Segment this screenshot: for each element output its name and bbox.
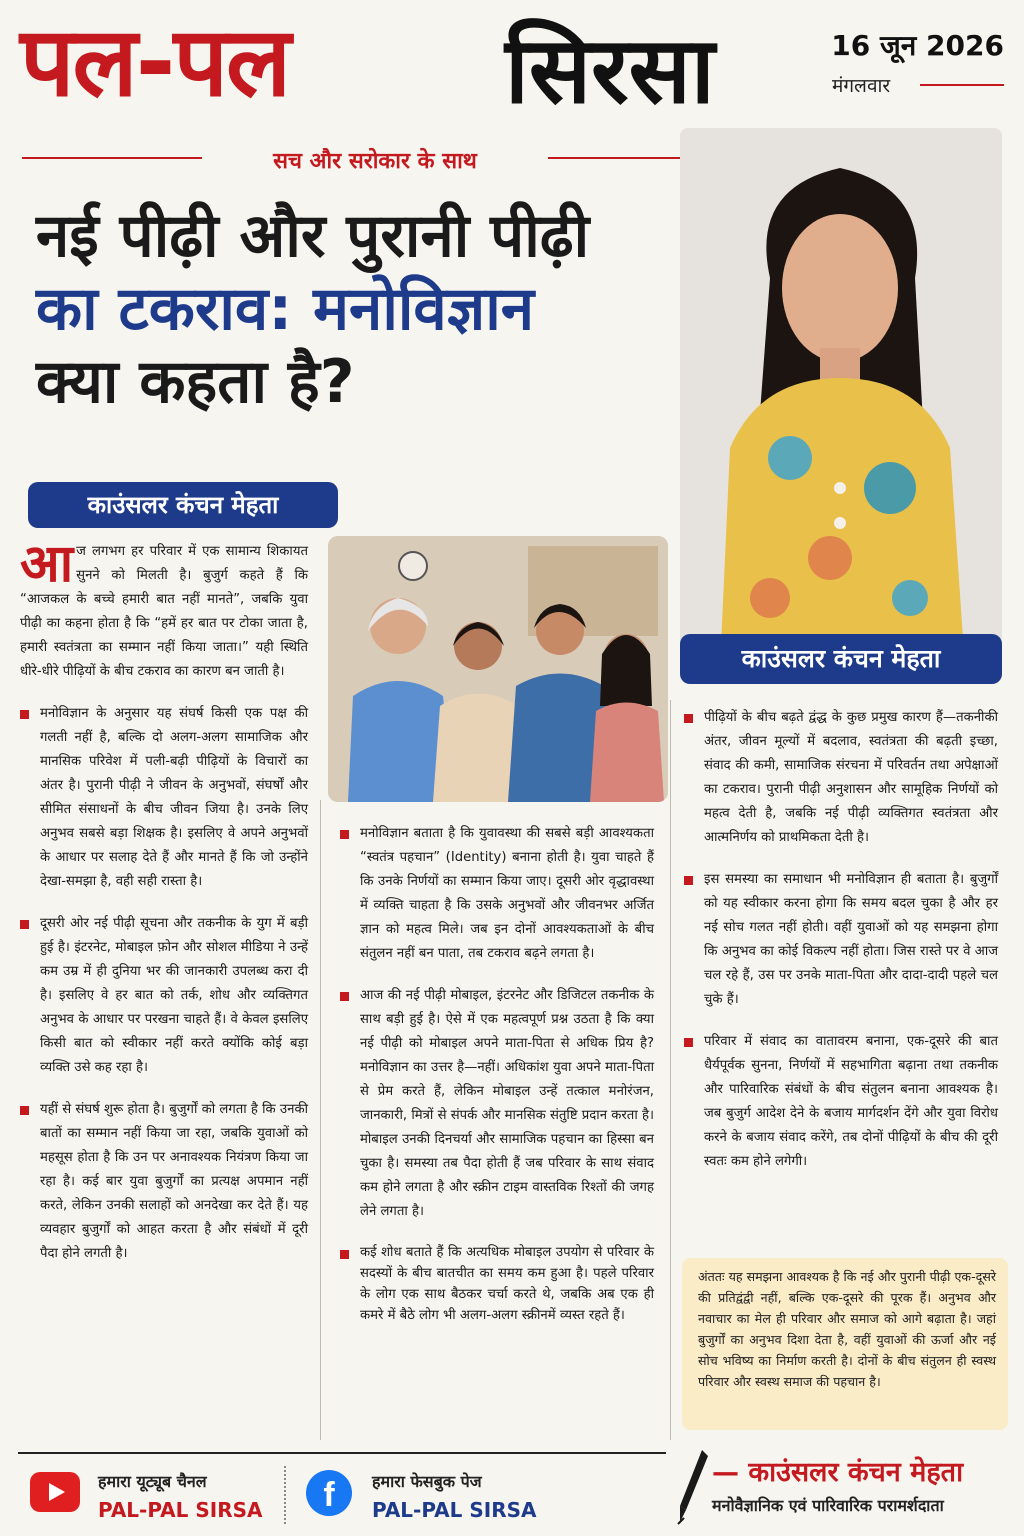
- footer-rule: [18, 1452, 666, 1454]
- youtube-label: हमारा यूट्यूब चैनल: [98, 1472, 207, 1491]
- headline-line-1: नई पीढ़ी और पुरानी पीढ़ी: [36, 201, 590, 271]
- weekday-rule: [920, 84, 1004, 86]
- youtube-icon[interactable]: [30, 1472, 80, 1512]
- facebook-label: हमारा फेसबुक पेज: [372, 1472, 482, 1491]
- issue-date: 16 जून 2026: [831, 29, 1004, 62]
- article-column-2: [340, 822, 654, 1344]
- paragraph: कई शोध बताते हैं कि अत्यधिक मोबाइल उपयोग से परिवार के सदस्यों के बीच बातचीत का समय कम हुआ है। पहले परिवार के लोग एक साथ बैठकर चर्चा करते थे, जबकि अब एक ही कमरे में बैठे लोग भी अलग-अलग स्क्रीनमें व्यस्त रहते हैं।: [340, 1242, 654, 1326]
- family-photo-illustration: [328, 536, 668, 802]
- column-divider: [670, 700, 671, 1440]
- footer-separator: [284, 1466, 286, 1524]
- portrait-caption: काउंसलर कंचन मेहता: [680, 634, 1002, 684]
- paragraph: मनोविज्ञान बताता है कि युवावस्था की सबसे बड़ी आवश्यकता “स्वतंत्र पहचान” (Identity) बनाना होती है। युवा चाहते हैं कि उनके निर्णयों का सम्मान किया जाए। दूसरी ओर वृद्धावस्था में व्यक्ति चाहता है कि उसके अनुभवों और जीवनभर अर्जित ज्ञान को महत्व मिले। जब इन दोनों आवश्यकताओं के बीच संतुलन नहीं बन पाता, तब टकराव बढ़ने लगता है।: [340, 822, 654, 966]
- facebook-page-link[interactable]: PAL-PAL SIRSA: [372, 1498, 537, 1522]
- article-headline: [36, 200, 676, 420]
- article-column-3: [684, 706, 998, 1192]
- paragraph: यहीं से संघर्ष शुरू होता है। बुजुर्गों को लगता है कि उनकी बातों का सम्मान नहीं किया जा रहा, जबकि युवाओं को महसूस होता है कि उन पर अनावश्यक नियंत्रण किया जा रहा है। कई बार युवा बुजुर्गों का प्रत्यक्ष अपमान नहीं करते, लेकिन उनकी सलाहों को अनदेखा कर देते हैं। यह व्यवहार बुजुर्गों को आहत करता है और संबंधों में दूरी पैदा होने लगती है।: [20, 1098, 308, 1266]
- portrait-illustration: [680, 128, 1002, 668]
- article-column-1: [20, 534, 308, 1284]
- paragraph: दूसरी ओर नई पीढ़ी सूचना और तकनीक के युग में बड़ी हुई है। इंटरनेट, मोबाइल फ़ोन और सोशल मीडिया ने उन्हें कम उम्र में ही दुनिया भर की जानकारी उपलब्ध करा दी है। इसलिए वे हर बात को तर्क, शोध और व्यक्तिगत अनुभव के आधार पर परखना चाहते हैं। वे केवल इसलिए किसी बात को स्वीकार नहीं करते क्योंकि कोई बड़ा व्यक्ति उसे कह रहा है।: [20, 912, 308, 1080]
- paragraph: पीढ़ियों के बीच बढ़ते द्वंद्ध के कुछ प्रमुख कारण हैं—तकनीकी अंतर, जीवन मूल्यों में बदलाव, स्वतंत्रता की बढ़ती इच्छा, संवाद की कमी, सामाजिक संरचना में परिवर्तन तथा अपेक्षाओं का टकराव। पुरानी पीढ़ी अनुशासन और सामूहिक निर्णयों को महत्व देती है, जबकि नई पीढ़ी व्यक्तिगत स्वतंत्रता और आत्मनिर्णय को प्राथमिकता देती है।: [684, 706, 998, 850]
- brand-name-red: पल-पल: [20, 6, 290, 118]
- author-badge: काउंसलर कंचन मेहता: [28, 482, 338, 528]
- intro-paragraph: [20, 534, 308, 684]
- family-photo: [328, 536, 668, 802]
- issue-weekday: मंगलवार: [832, 75, 891, 97]
- signature-name: — काउंसलर कंचन मेहता: [712, 1457, 964, 1488]
- column-divider: [320, 800, 321, 1440]
- paragraph: इस समस्या का समाधान भी मनोविज्ञान ही बताता है। बुजुर्गों को यह स्वीकार करना होगा कि समय बदल चुका है और हर नई सोच गलत नहीं होती। वहीं युवाओं को यह समझना होगा कि अनुभव का कोई विकल्प नहीं होता। जिस रास्ते पर वे आज चल रहे हैं, उस पर उनके माता-पिता और दादा-दादी पहले चल चुके हैं।: [684, 868, 998, 1012]
- drop-cap: आ: [20, 534, 74, 594]
- facebook-icon[interactable]: f: [306, 1470, 352, 1516]
- pen-icon: [674, 1448, 710, 1526]
- paragraph: मनोविज्ञान के अनुसार यह संघर्ष किसी एक पक्ष की गलती नहीं है, बल्कि दो अलग-अलग सामाजिक और मानसिक परिवेश में पली-बढ़ी पीढ़ियों के विचारों का अंतर है। पुरानी पीढ़ी ने जीवन के अनुभवों, संघर्षों और सीमित संसाधनों के बीच जीवन जिया है। उनके लिए अनुभव सबसे बड़ा शिक्षक है। इसलिए वे अपने अनुभवों के आधार पर सलाह देते हैं और मानते हैं कि जो उन्होंने देखा-समझा है, वही सही रास्ता है।: [20, 702, 308, 894]
- intro-text: ज लगभग हर परिवार में एक सामान्य शिकायत सुनने को मिलती है। बुजुर्ग कहते हैं कि “आजकल के बच्चे हमारी बात नहीं मानते”, जबकि युवा पीढ़ी का कहना होता है कि “हमें हर बात पर टोका जाता है, हमारी स्वतंत्रता का सम्मान नहीं किया जाता।” यही स्थिति धीरे-धीरे पीढ़ियों के बीच टकराव का कारण बन जाती है।: [20, 544, 308, 679]
- tagline: सच और सरोकार के साथ: [273, 149, 477, 174]
- author-portrait: [680, 128, 1002, 668]
- conclusion-box: अंततः यह समझना आवश्यक है कि नई और पुरानी पीढ़ी एक-दूसरे की प्रतिद्वंद्वी नहीं, बल्कि एक-दूसरे की पूरक हैं। अनुभव और नवाचार का मेल ही परिवार और समाज को आगे बढ़ाता है। जहां बुजुर्गों का अनुभव दिशा देता है, वहीं युवाओं की ऊर्जा और नई सोच भविष्य का निर्माण करती है। दोनों के बीच संतुलन ही स्वस्थ परिवार और स्वस्थ समाज की पहचान है।: [682, 1258, 1008, 1430]
- paragraph: परिवार में संवाद का वातावरम बनाना, एक-दूसरे की बात धैर्यपूर्वक सुनना, निर्णयों में सहभागिता बढ़ाना तथा तकनीक और पारिवारिक संबंधों के बीच संतुलन बनाना आवश्यक है। जब बुजुर्ग आदेश देने के बजाय मार्गदर्शन देंगे और युवा विरोध करने के बजाय संवाद करेंगे, तब दोनों पीढ़ियों के बीच की दूरी स्वतः कम होने लगेगी।: [684, 1030, 998, 1174]
- paragraph: आज की नई पीढ़ी मोबाइल, इंटरनेट और डिजिटल तकनीक के साथ बड़ी हुई है। ऐसे में एक महत्वपूर्ण प्रश्न उठता है कि क्या नई पीढ़ी को मोबाइल अपने माता-पिता से अधिक प्रिय है? मनोविज्ञान का उत्तर है—नहीं। अधिकांश युवा अपने माता-पिता से प्रेम करते हैं, लेकिन मोबाइल उन्हें तत्काल मनोरंजन, जानकारी, मित्रों से संपर्क और मानसिक संतुष्टि प्रदान करता है। मोबाइल उनकी दिनचर्या और सामाजिक पहचान का हिस्सा बन चुका है। समस्या तब पैदा होती हैं जब परिवार के साथ संवाद कम होने लगता है और स्क्रीन टाइम वास्तविक रिश्तों की जगह लेने लगता है।: [340, 984, 654, 1224]
- headline-line-2: का टकराव: मनोविज्ञान: [36, 274, 535, 345]
- youtube-channel-link[interactable]: PAL-PAL SIRSA: [98, 1498, 263, 1522]
- headline-line-3: क्या कहता है?: [36, 347, 355, 418]
- signature-role: मनोवैज्ञानिक एवं पारिवारिक परामर्शदाता: [712, 1496, 944, 1515]
- brand-name-black: सिरसा: [505, 17, 715, 124]
